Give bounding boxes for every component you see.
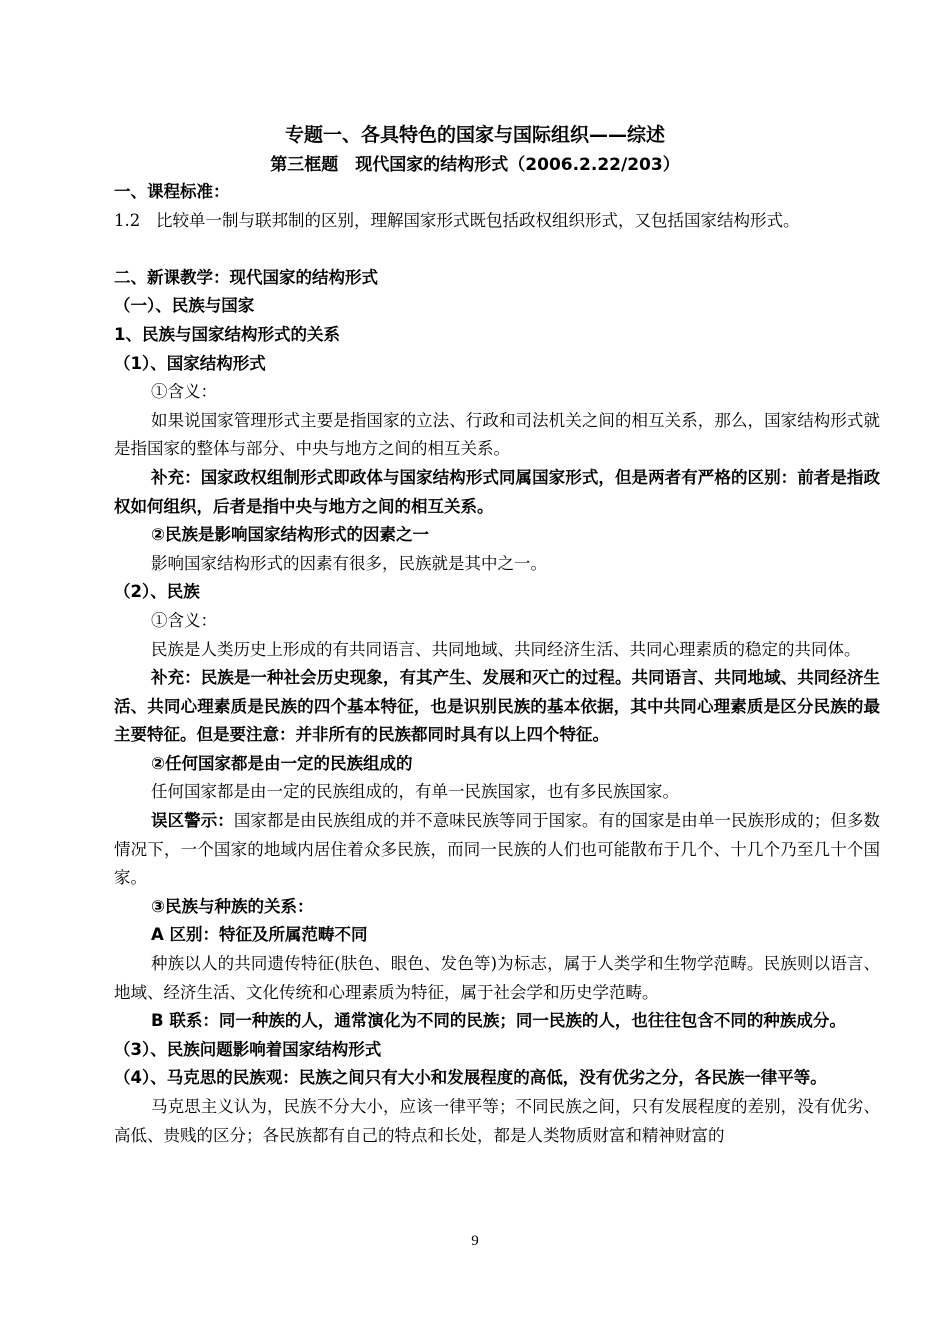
subsection-heading: （一）、民族与国家 [114, 296, 255, 316]
point-heading: 1、民族与国家结构形式的关系 [114, 324, 340, 344]
supplement-paragraph: 补充：国家政权组制形式即政体与国家结构形式同属国家形式，但是两者有严格的区别：前者是指政权如何组织，后者是指中央与地方之间的相互关系。 [114, 467, 880, 516]
paragraph: 种族以人的共同遗传特征(肤色、眼色、发色等)为标志，属于人类学和生物学范畴。民族则以语言、地域、经济生活、文化传统和心理素质为特征，属于社会学和历史学范畴。 [114, 954, 880, 1002]
blank-line [114, 235, 880, 264]
document-title: 专题一、各具特色的国家与国际组织——综述 [284, 124, 665, 146]
sub-point-label: A 区别：特征及所属范畴不同 [151, 925, 368, 945]
item-heading: （2）、民族 [114, 582, 200, 602]
sub-item-label: ②民族是影响国家结构形式的因素之一 [151, 525, 429, 545]
paragraph: 影响国家结构形式的因素有很多，民族就是其中之一。 [151, 553, 547, 573]
section-heading: 二、新课教学：现代国家的结构形式 [114, 267, 378, 287]
sub-item-label: ③民族与种族的关系： [151, 896, 314, 916]
section-heading: 一、课程标准： [114, 182, 230, 201]
paragraph: 如果说国家管理形式主要是指国家的立法、行政和司法机关之间的相互关系，那么，国家结构形式就是指国家的整体与部分、中央与地方之间的相互关系。 [114, 410, 880, 459]
item-heading: （3）、民族问题影响着国家结构形式 [114, 1039, 382, 1059]
sub-item-label: ①含义： [151, 610, 217, 630]
paragraph: 民族是人类历史上形成的有共同语言、共同地域、共同经济生活、共同心理素质的稳定的共同体。 [151, 639, 861, 659]
standard-text: 比较单一制与联邦制的区别，理解国家形式既包括政权组织形式，又包括国家结构形式。 [156, 210, 800, 230]
standard-line [114, 207, 880, 236]
standard-number: 1.2 [114, 210, 141, 230]
item-heading: （1）、国家结构形式 [114, 353, 266, 373]
warning-paragraph [114, 807, 880, 893]
sub-item-label: ②任何国家都是由一定的民族组成的 [151, 753, 413, 773]
sub-point-paragraph: B 联系：同一种族的人，通常演化为不同的民族；同一民族的人，也往往包含不同的种族成分。 [151, 1011, 846, 1031]
paragraph: 任何国家都是由一定的民族组成的，有单一民族国家，也有多民族国家。 [151, 782, 679, 802]
document-subtitle: 第三框题 现代国家的结构形式（2006.2.22/203） [270, 155, 680, 175]
item-heading: （4）、马克思的民族观：民族之间只有大小和发展程度的高低，没有优劣之分，各民族一律平等。 [114, 1068, 827, 1088]
document-body [114, 178, 880, 1150]
warning-text: 国家都是由民族组成的并不意味民族等同于国家。有的国家是由单一民族形成的；但多数情况下，一个国家的地域内居住着众多民族，而同一民族的人们也可能散布于几个、十几个乃至几十个国家。 [114, 811, 881, 888]
supplement-paragraph: 补充：民族是一种社会历史现象，有其产生、发展和灭亡的过程。共同语言、共同地域、共同经济生活、共同心理素质是民族的四个基本特征，也是识别民族的基本依据，其中共同心理素质是区分民族的最主要特征。但是要注意：并非所有的民族都同时具有以上四个特征。 [114, 668, 880, 745]
warning-label: 误区警示： [151, 811, 234, 831]
page-number: 9 [471, 1233, 479, 1249]
paragraph: 马克思主义认为，民族不分大小，应该一律平等；不同民族之间，只有发展程度的差别，没有优劣、高低、贵贱的区分；各民族都有自己的特点和长处，都是人类物质财富和精神财富的 [114, 1097, 880, 1145]
sub-item-label: ①含义： [151, 382, 217, 402]
